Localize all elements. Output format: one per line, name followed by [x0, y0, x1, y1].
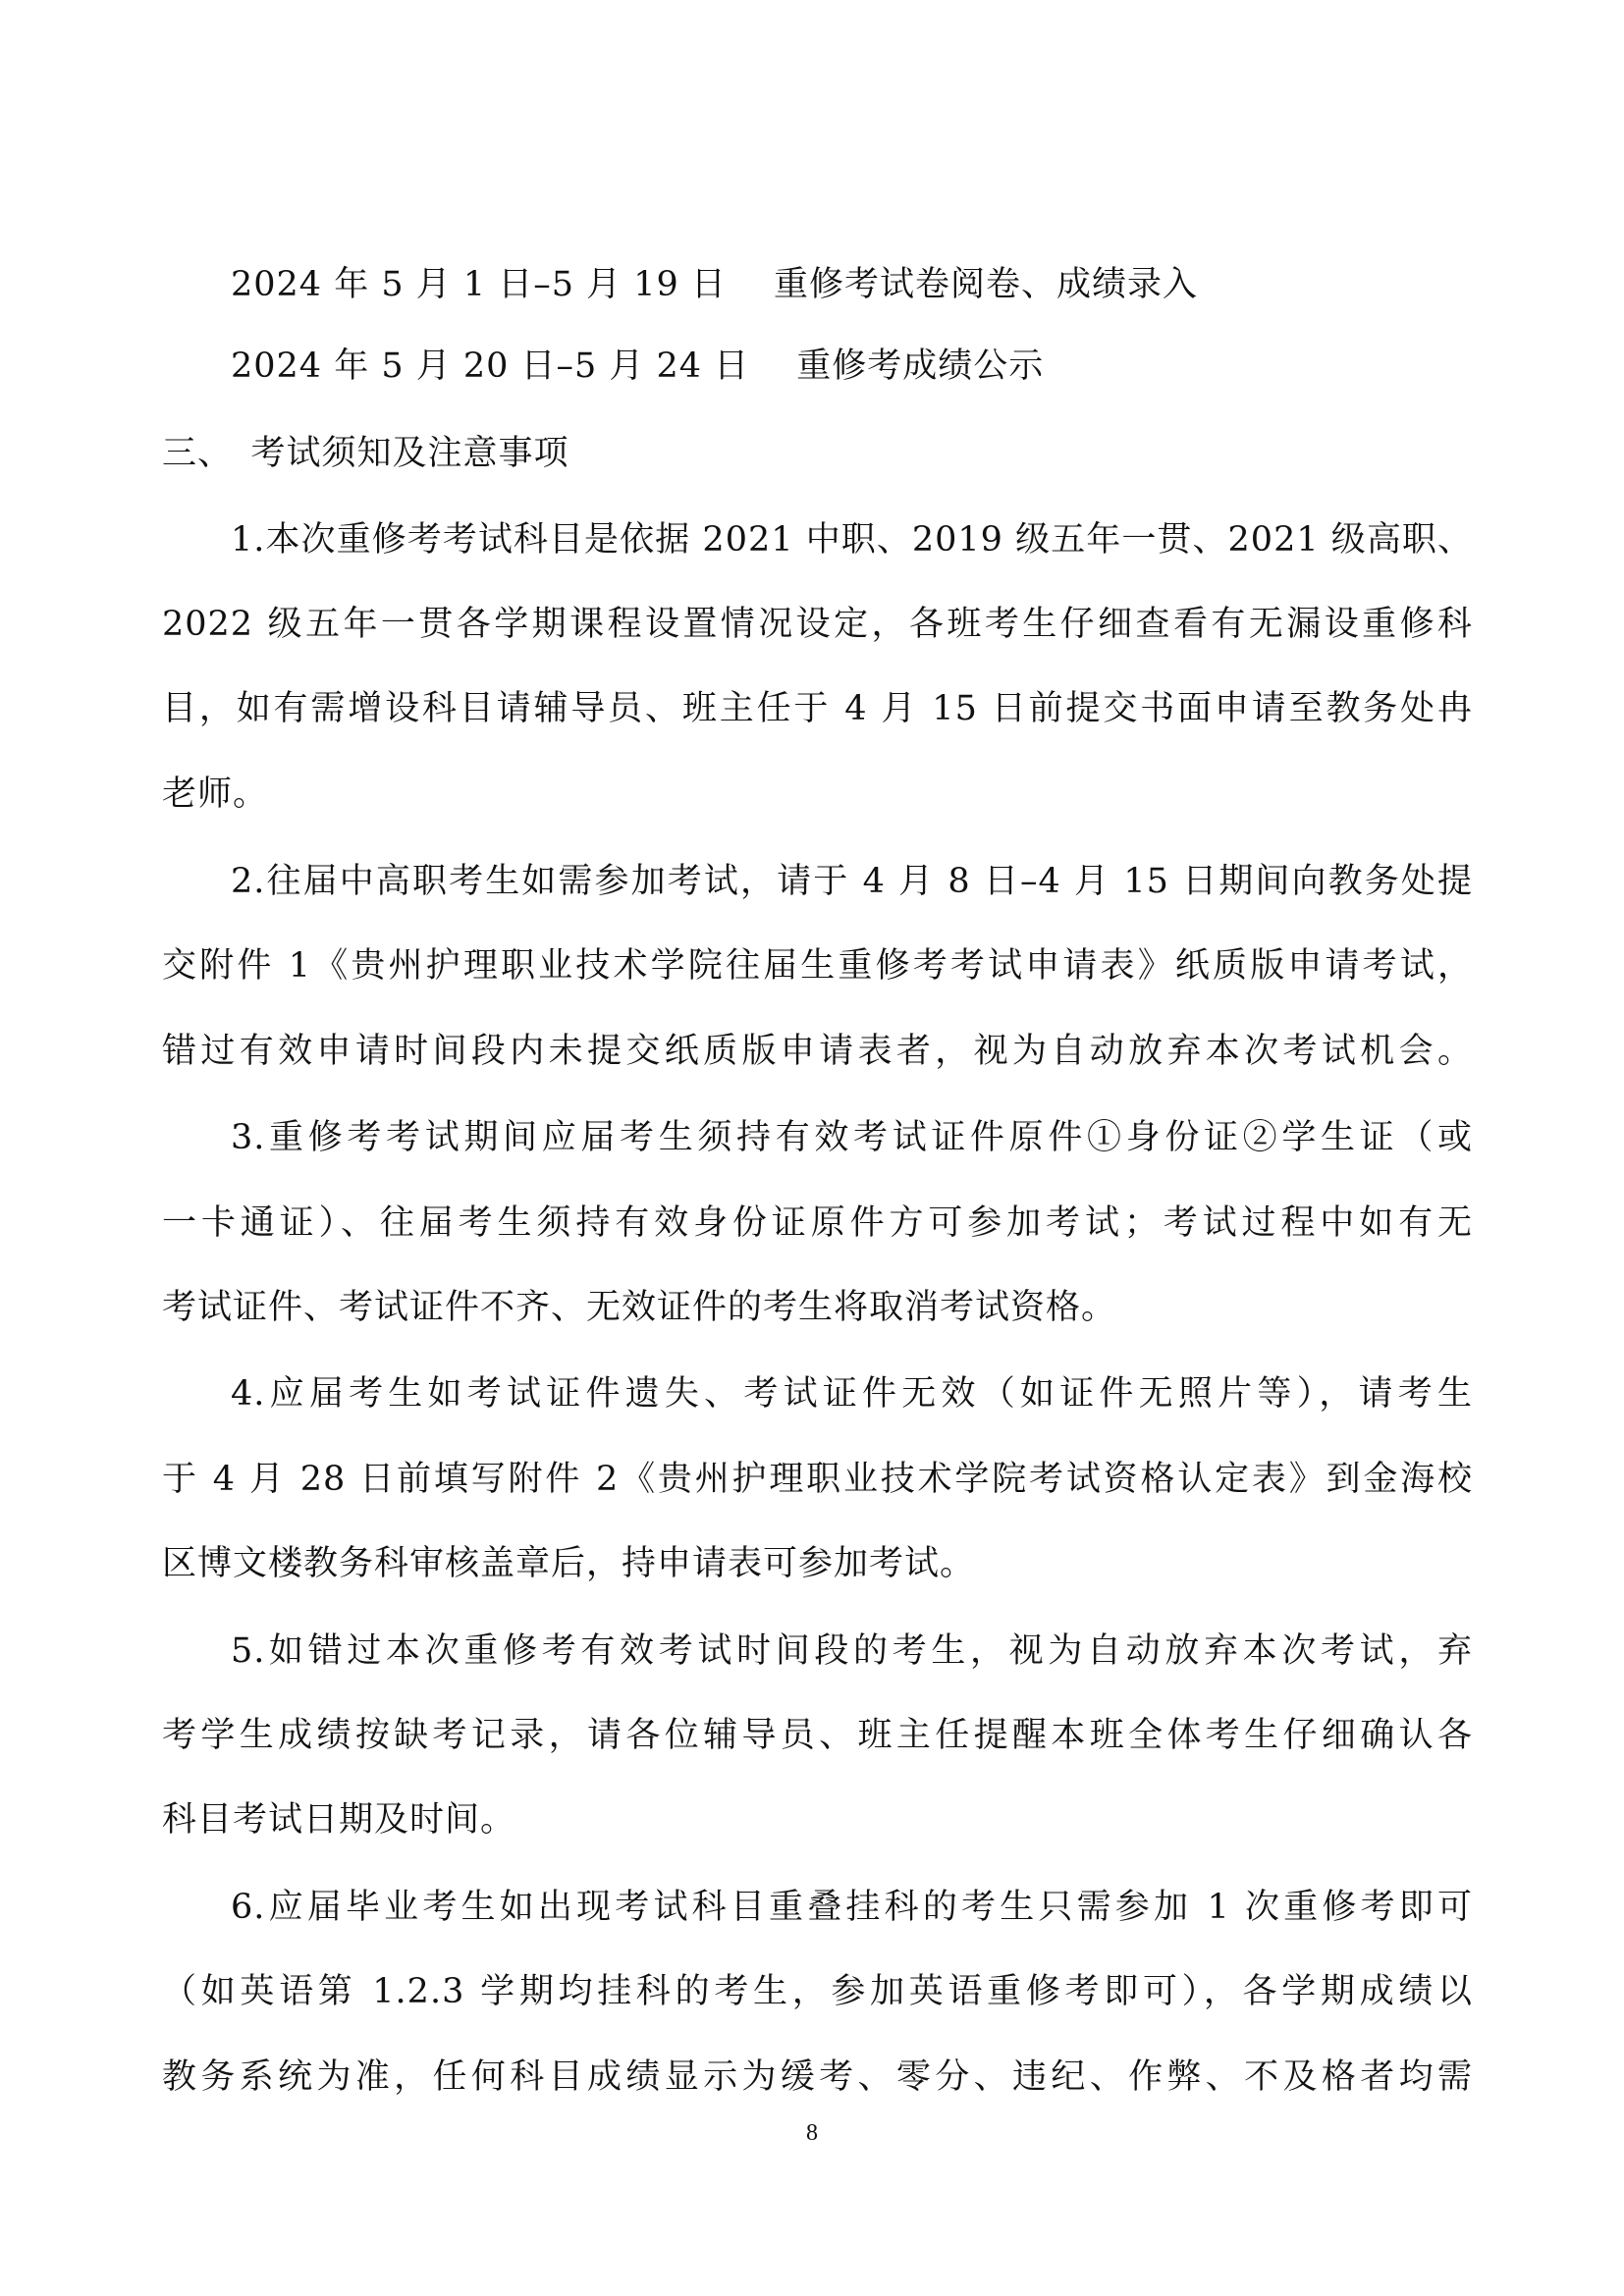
item-6-line-1: 6.应届毕业考生如出现考试科目重叠挂科的考生只需参加 1 次重修考即可 [231, 1888, 1473, 1927]
item-6-line-2: （如英语第 1.2.3 学期均挂科的考生，参加英语重修考即可），各学期成绩以 [162, 1972, 1473, 2011]
item-5-line-3: 科目考试日期及时间。 [162, 1800, 516, 1840]
page-number: 8 [806, 2120, 818, 2146]
item-1-line-4: 老师。 [162, 774, 269, 814]
schedule-line-grading: 2024 年 5 月 1 日–5 月 19 日 重修考试卷阅卷、成绩录入 [231, 265, 1199, 304]
item-4-line-2: 于 4 月 28 日前填写附件 2《贵州护理职业技术学院考试资格认定表》到金海校 [162, 1460, 1473, 1499]
item-3-line-2: 一卡通证）、往届考生须持有效身份证原件方可参加考试；考试过程中如有无 [162, 1203, 1473, 1243]
item-1-line-2: 2022 级五年一贯各学期课程设置情况设定，各班考生仔细查看有无漏设重修科 [162, 605, 1473, 644]
item-4-line-1: 4.应届考生如考试证件遗失、考试证件无效（如证件无照片等），请考生 [231, 1374, 1473, 1414]
item-4-line-3: 区博文楼教务科审核盖章后，持申请表可参加考试。 [162, 1544, 976, 1583]
item-2-line-1: 2.往届中高职考生如需参加考试，请于 4 月 8 日–4 月 15 日期间向教务处提 [231, 862, 1473, 901]
item-3-line-1: 3.重修考考试期间应届考生须持有效考试证件原件①身份证②学生证（或 [231, 1118, 1473, 1157]
item-6-line-3: 教务系统为准，任何科目成绩显示为缓考、零分、违纪、作弊、不及格者均需 [162, 2057, 1473, 2097]
item-5-line-2: 考学生成绩按缺考记录，请各位辅导员、班主任提醒本班全体考生仔细确认各 [162, 1716, 1473, 1755]
item-1-line-1: 1.本次重修考考试科目是依据 2021 中职、2019 级五年一贯、2021 级高职、 [231, 520, 1473, 560]
schedule-line-publicity: 2024 年 5 月 20 日–5 月 24 日 重修考成绩公示 [231, 347, 1045, 386]
section-heading: 三、 考试须知及注意事项 [162, 434, 569, 473]
item-3-line-3: 考试证件、考试证件不齐、无效证件的考生将取消考试资格。 [162, 1288, 1117, 1327]
item-1-line-3: 目，如有需增设科目请辅导员、班主任于 4 月 15 日前提交书面申请至教务处冉 [162, 689, 1473, 728]
item-5-line-1: 5.如错过本次重修考有效考试时间段的考生，视为自动放弃本次考试，弃 [231, 1631, 1473, 1671]
item-2-line-3: 错过有效申请时间段内未提交纸质版申请表者，视为自动放弃本次考试机会。 [162, 1032, 1473, 1071]
item-2-line-2: 交附件 1《贵州护理职业技术学院往届生重修考考试申请表》纸质版申请考试， [162, 946, 1473, 986]
